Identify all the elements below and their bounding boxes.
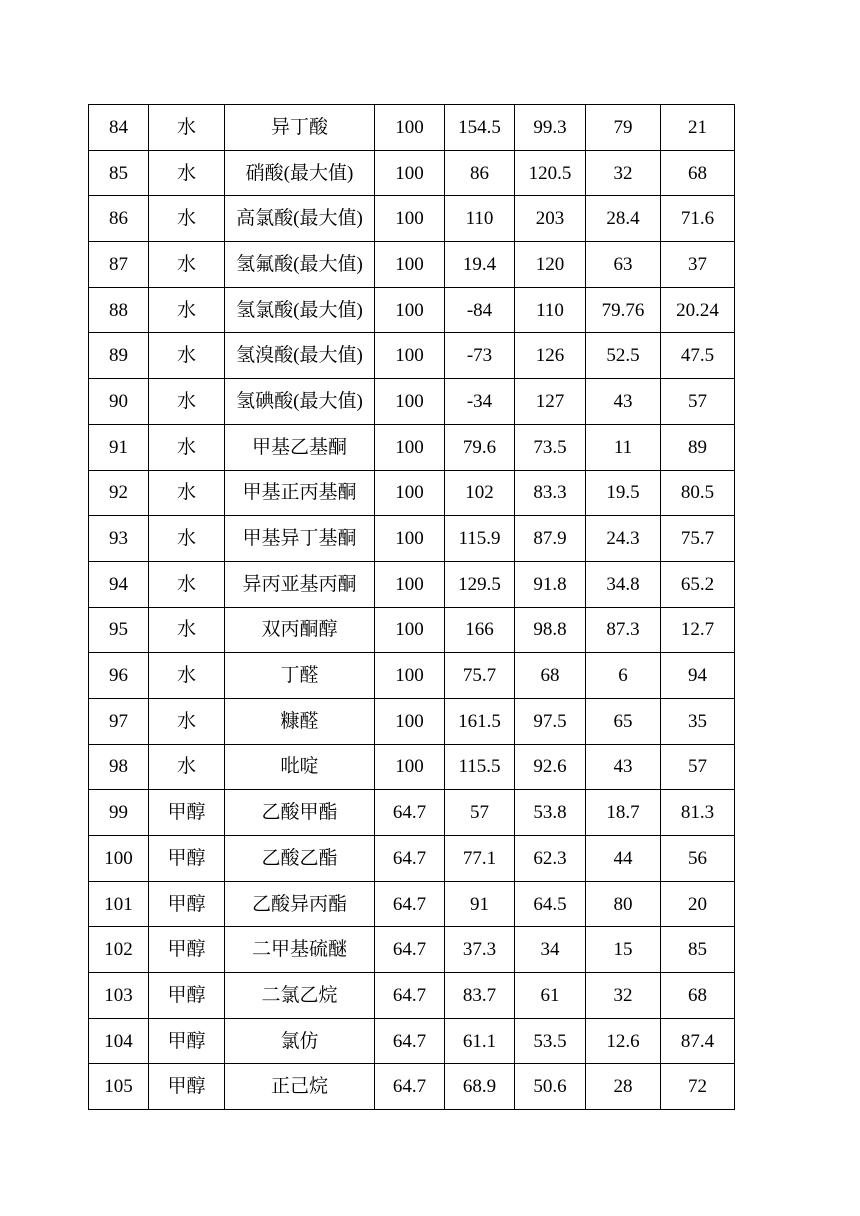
- bp-b-cell: 37.3: [445, 927, 515, 973]
- solvent-b-cell: 异丙亚基丙酮: [225, 561, 375, 607]
- percent-b-cell: 47.5: [661, 333, 735, 379]
- bp-b-cell: 61.1: [445, 1018, 515, 1064]
- solvent-b-cell: 甲基正丙基酮: [225, 470, 375, 516]
- percent-b-cell: 20: [661, 881, 735, 927]
- bp-a-cell: 100: [375, 333, 445, 379]
- bp-a-cell: 64.7: [375, 881, 445, 927]
- row-number-cell: 99: [89, 790, 149, 836]
- table-row: [89, 836, 735, 882]
- azeotrope-bp-cell: 120.5: [515, 150, 586, 196]
- bp-a-cell: 100: [375, 242, 445, 288]
- bp-b-cell: 115.5: [445, 744, 515, 790]
- row-number-cell: 91: [89, 424, 149, 470]
- percent-b-cell: 75.7: [661, 516, 735, 562]
- solvent-a-cell: 水: [149, 516, 225, 562]
- table-row: [89, 1064, 735, 1110]
- bp-a-cell: 100: [375, 150, 445, 196]
- table-row: [89, 698, 735, 744]
- solvent-a-cell: 甲醇: [149, 881, 225, 927]
- percent-b-cell: 37: [661, 242, 735, 288]
- solvent-b-cell: 双丙酮醇: [225, 607, 375, 653]
- bp-b-cell: 75.7: [445, 653, 515, 699]
- solvent-b-cell: 二氯乙烷: [225, 973, 375, 1019]
- bp-b-cell: 86: [445, 150, 515, 196]
- percent-b-cell: 65.2: [661, 561, 735, 607]
- bp-b-cell: 110: [445, 196, 515, 242]
- percent-a-cell: 28.4: [586, 196, 661, 242]
- solvent-a-cell: 水: [149, 105, 225, 151]
- bp-a-cell: 64.7: [375, 790, 445, 836]
- azeotrope-bp-cell: 50.6: [515, 1064, 586, 1110]
- percent-b-cell: 57: [661, 744, 735, 790]
- table-row: [89, 333, 735, 379]
- percent-a-cell: 6: [586, 653, 661, 699]
- percent-a-cell: 32: [586, 973, 661, 1019]
- bp-b-cell: 115.9: [445, 516, 515, 562]
- bp-a-cell: 100: [375, 196, 445, 242]
- row-number-cell: 84: [89, 105, 149, 151]
- azeotrope-bp-cell: 91.8: [515, 561, 586, 607]
- table-row: [89, 607, 735, 653]
- solvent-b-cell: 氯仿: [225, 1018, 375, 1064]
- bp-a-cell: 64.7: [375, 1064, 445, 1110]
- solvent-b-cell: 正己烷: [225, 1064, 375, 1110]
- solvent-a-cell: 水: [149, 698, 225, 744]
- row-number-cell: 100: [89, 836, 149, 882]
- percent-a-cell: 80: [586, 881, 661, 927]
- solvent-b-cell: 氢氟酸(最大值): [225, 242, 375, 288]
- bp-a-cell: 100: [375, 516, 445, 562]
- solvent-b-cell: 二甲基硫醚: [225, 927, 375, 973]
- table-row: [89, 927, 735, 973]
- solvent-b-cell: 乙酸乙酯: [225, 836, 375, 882]
- solvent-a-cell: 甲醇: [149, 836, 225, 882]
- azeotrope-bp-cell: 203: [515, 196, 586, 242]
- solvent-b-cell: 氢碘酸(最大值): [225, 379, 375, 425]
- solvent-b-cell: 高氯酸(最大值): [225, 196, 375, 242]
- bp-a-cell: 100: [375, 287, 445, 333]
- solvent-a-cell: 甲醇: [149, 790, 225, 836]
- azeotrope-bp-cell: 97.5: [515, 698, 586, 744]
- row-number-cell: 92: [89, 470, 149, 516]
- percent-a-cell: 43: [586, 744, 661, 790]
- bp-b-cell: 79.6: [445, 424, 515, 470]
- percent-b-cell: 56: [661, 836, 735, 882]
- solvent-b-cell: 吡啶: [225, 744, 375, 790]
- row-number-cell: 85: [89, 150, 149, 196]
- bp-a-cell: 100: [375, 105, 445, 151]
- bp-a-cell: 100: [375, 470, 445, 516]
- azeotrope-bp-cell: 127: [515, 379, 586, 425]
- table-row: [89, 424, 735, 470]
- azeotrope-bp-cell: 73.5: [515, 424, 586, 470]
- bp-b-cell: 102: [445, 470, 515, 516]
- solvent-b-cell: 糠醛: [225, 698, 375, 744]
- azeotrope-bp-cell: 126: [515, 333, 586, 379]
- row-number-cell: 86: [89, 196, 149, 242]
- row-number-cell: 97: [89, 698, 149, 744]
- table-row: [89, 379, 735, 425]
- row-number-cell: 90: [89, 379, 149, 425]
- percent-b-cell: 20.24: [661, 287, 735, 333]
- table-row: [89, 150, 735, 196]
- solvent-b-cell: 硝酸(最大值): [225, 150, 375, 196]
- bp-b-cell: 161.5: [445, 698, 515, 744]
- percent-b-cell: 94: [661, 653, 735, 699]
- solvent-a-cell: 水: [149, 150, 225, 196]
- row-number-cell: 96: [89, 653, 149, 699]
- percent-b-cell: 71.6: [661, 196, 735, 242]
- percent-b-cell: 68: [661, 150, 735, 196]
- percent-a-cell: 32: [586, 150, 661, 196]
- percent-b-cell: 21: [661, 105, 735, 151]
- table-row: [89, 561, 735, 607]
- solvent-a-cell: 水: [149, 653, 225, 699]
- row-number-cell: 101: [89, 881, 149, 927]
- solvent-b-cell: 乙酸异丙酯: [225, 881, 375, 927]
- solvent-a-cell: 甲醇: [149, 927, 225, 973]
- bp-b-cell: -84: [445, 287, 515, 333]
- percent-b-cell: 89: [661, 424, 735, 470]
- solvent-a-cell: 甲醇: [149, 973, 225, 1019]
- solvent-a-cell: 水: [149, 333, 225, 379]
- row-number-cell: 105: [89, 1064, 149, 1110]
- bp-b-cell: -34: [445, 379, 515, 425]
- row-number-cell: 95: [89, 607, 149, 653]
- percent-a-cell: 15: [586, 927, 661, 973]
- solvent-b-cell: 甲基异丁基酮: [225, 516, 375, 562]
- percent-a-cell: 11: [586, 424, 661, 470]
- percent-b-cell: 87.4: [661, 1018, 735, 1064]
- row-number-cell: 87: [89, 242, 149, 288]
- solvent-b-cell: 乙酸甲酯: [225, 790, 375, 836]
- percent-a-cell: 63: [586, 242, 661, 288]
- table-row: [89, 1018, 735, 1064]
- solvent-a-cell: 甲醇: [149, 1018, 225, 1064]
- row-number-cell: 104: [89, 1018, 149, 1064]
- bp-a-cell: 100: [375, 653, 445, 699]
- percent-a-cell: 79: [586, 105, 661, 151]
- percent-a-cell: 44: [586, 836, 661, 882]
- percent-a-cell: 43: [586, 379, 661, 425]
- percent-a-cell: 87.3: [586, 607, 661, 653]
- bp-a-cell: 64.7: [375, 1018, 445, 1064]
- table-row: [89, 105, 735, 151]
- azeotrope-bp-cell: 68: [515, 653, 586, 699]
- solvent-b-cell: 丁醛: [225, 653, 375, 699]
- bp-b-cell: 57: [445, 790, 515, 836]
- percent-a-cell: 79.76: [586, 287, 661, 333]
- row-number-cell: 94: [89, 561, 149, 607]
- table-row: [89, 516, 735, 562]
- row-number-cell: 93: [89, 516, 149, 562]
- solvent-b-cell: 氢溴酸(最大值): [225, 333, 375, 379]
- percent-a-cell: 28: [586, 1064, 661, 1110]
- table-row: [89, 470, 735, 516]
- azeotrope-bp-cell: 53.5: [515, 1018, 586, 1064]
- solvent-a-cell: 水: [149, 424, 225, 470]
- table-row: [89, 653, 735, 699]
- bp-a-cell: 100: [375, 744, 445, 790]
- azeotrope-bp-cell: 87.9: [515, 516, 586, 562]
- azeotrope-bp-cell: 62.3: [515, 836, 586, 882]
- bp-b-cell: -73: [445, 333, 515, 379]
- percent-a-cell: 19.5: [586, 470, 661, 516]
- bp-b-cell: 68.9: [445, 1064, 515, 1110]
- percent-b-cell: 57: [661, 379, 735, 425]
- percent-a-cell: 52.5: [586, 333, 661, 379]
- percent-a-cell: 34.8: [586, 561, 661, 607]
- table-row: [89, 790, 735, 836]
- table-row: [89, 973, 735, 1019]
- percent-b-cell: 85: [661, 927, 735, 973]
- percent-b-cell: 12.7: [661, 607, 735, 653]
- azeotrope-bp-cell: 34: [515, 927, 586, 973]
- azeotrope-bp-cell: 110: [515, 287, 586, 333]
- table-row: [89, 744, 735, 790]
- bp-a-cell: 100: [375, 607, 445, 653]
- bp-b-cell: 129.5: [445, 561, 515, 607]
- percent-b-cell: 68: [661, 973, 735, 1019]
- percent-b-cell: 80.5: [661, 470, 735, 516]
- azeotrope-bp-cell: 98.8: [515, 607, 586, 653]
- percent-a-cell: 12.6: [586, 1018, 661, 1064]
- row-number-cell: 103: [89, 973, 149, 1019]
- percent-b-cell: 81.3: [661, 790, 735, 836]
- table-row: [89, 881, 735, 927]
- solvent-a-cell: 水: [149, 196, 225, 242]
- percent-b-cell: 35: [661, 698, 735, 744]
- bp-a-cell: 100: [375, 698, 445, 744]
- row-number-cell: 88: [89, 287, 149, 333]
- table-row: [89, 287, 735, 333]
- bp-b-cell: 91: [445, 881, 515, 927]
- solvent-a-cell: 水: [149, 379, 225, 425]
- solvent-b-cell: 异丁酸: [225, 105, 375, 151]
- azeotrope-bp-cell: 64.5: [515, 881, 586, 927]
- row-number-cell: 102: [89, 927, 149, 973]
- percent-a-cell: 18.7: [586, 790, 661, 836]
- bp-b-cell: 166: [445, 607, 515, 653]
- table-body: [89, 105, 735, 1110]
- solvent-a-cell: 水: [149, 744, 225, 790]
- azeotrope-bp-cell: 83.3: [515, 470, 586, 516]
- bp-a-cell: 64.7: [375, 836, 445, 882]
- bp-b-cell: 77.1: [445, 836, 515, 882]
- percent-b-cell: 72: [661, 1064, 735, 1110]
- solvent-a-cell: 水: [149, 561, 225, 607]
- azeotrope-bp-cell: 61: [515, 973, 586, 1019]
- azeotrope-bp-cell: 99.3: [515, 105, 586, 151]
- solvent-a-cell: 水: [149, 287, 225, 333]
- azeotrope-data-table: [88, 104, 735, 1110]
- solvent-a-cell: 水: [149, 470, 225, 516]
- solvent-a-cell: 水: [149, 607, 225, 653]
- bp-a-cell: 100: [375, 561, 445, 607]
- row-number-cell: 89: [89, 333, 149, 379]
- row-number-cell: 98: [89, 744, 149, 790]
- percent-a-cell: 65: [586, 698, 661, 744]
- azeotrope-bp-cell: 92.6: [515, 744, 586, 790]
- percent-a-cell: 24.3: [586, 516, 661, 562]
- solvent-b-cell: 氢氯酸(最大值): [225, 287, 375, 333]
- bp-b-cell: 83.7: [445, 973, 515, 1019]
- bp-a-cell: 100: [375, 424, 445, 470]
- solvent-a-cell: 甲醇: [149, 1064, 225, 1110]
- azeotrope-bp-cell: 120: [515, 242, 586, 288]
- bp-a-cell: 64.7: [375, 927, 445, 973]
- bp-a-cell: 100: [375, 379, 445, 425]
- solvent-b-cell: 甲基乙基酮: [225, 424, 375, 470]
- bp-a-cell: 64.7: [375, 973, 445, 1019]
- table-row: [89, 242, 735, 288]
- azeotrope-bp-cell: 53.8: [515, 790, 586, 836]
- table-row: [89, 196, 735, 242]
- bp-b-cell: 154.5: [445, 105, 515, 151]
- solvent-a-cell: 水: [149, 242, 225, 288]
- bp-b-cell: 19.4: [445, 242, 515, 288]
